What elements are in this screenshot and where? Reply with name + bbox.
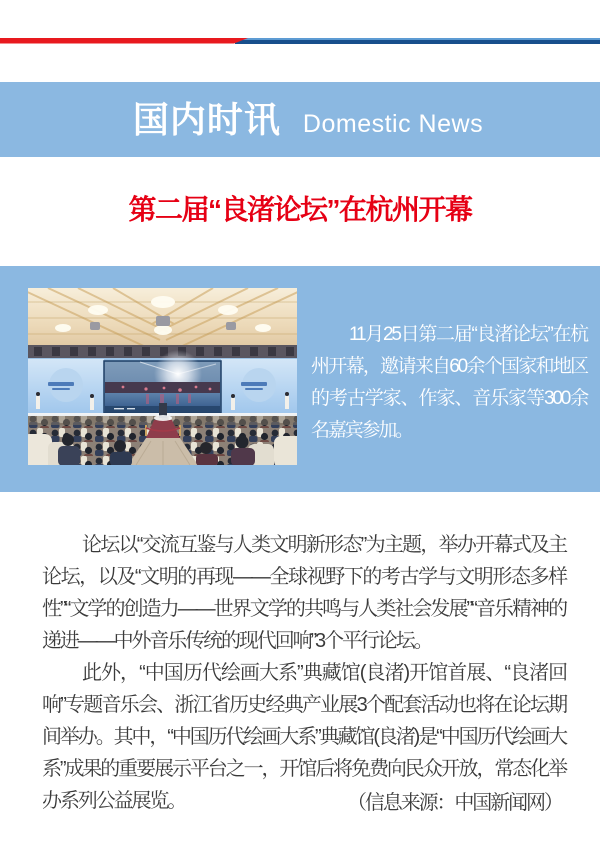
- article-body: [42, 529, 566, 817]
- divider-navy-segment: [235, 38, 600, 44]
- section-title-en: Domestic News: [302, 110, 484, 138]
- article-paragraph-1: 论坛以“交流互鉴与人类文明新形态”为主题，举办开幕式及主论坛，以及“文明的再现——全球视野下的考古学与文明形态多样性”“文学的创造力——世界文学的共鸣与人类社会发展”“音乐精神的递进——中外音乐传统的现代回响”3个平行论坛。: [42, 534, 566, 652]
- top-divider: [0, 38, 600, 44]
- source-attribution: （信息来源：中国新闻网）: [347, 792, 562, 814]
- highlight-box: [0, 266, 600, 492]
- section-title-cn: 国内时讯: [132, 99, 281, 140]
- article-paragraph-2: 此外，“中国历代绘画大系”典藏馆(良渚)开馆首展、“良渚回响”专题音乐会、浙江省历史经典产业展3个配套活动也将在论坛期间举办。其中，“中国历代绘画大系”典藏馆(良渚)是“中国历代绘画大系”成果的重要展示平台之一，开馆后将免费向民众开放，常态化举办系列公益展览。: [42, 662, 567, 812]
- section-header: [0, 82, 600, 157]
- conference-hall-photo: [28, 288, 297, 465]
- divider-red-segment: [0, 38, 248, 44]
- section-header-titles: [133, 82, 483, 140]
- article-summary: 11月25日第二届“良渚论坛”在杭州开幕，邀请来自60余个国家和地区的考古学家、作家、音乐家等300余名嘉宾参加。: [311, 324, 587, 441]
- article-headline: 第二届“良渚论坛”在杭州开幕: [128, 194, 472, 225]
